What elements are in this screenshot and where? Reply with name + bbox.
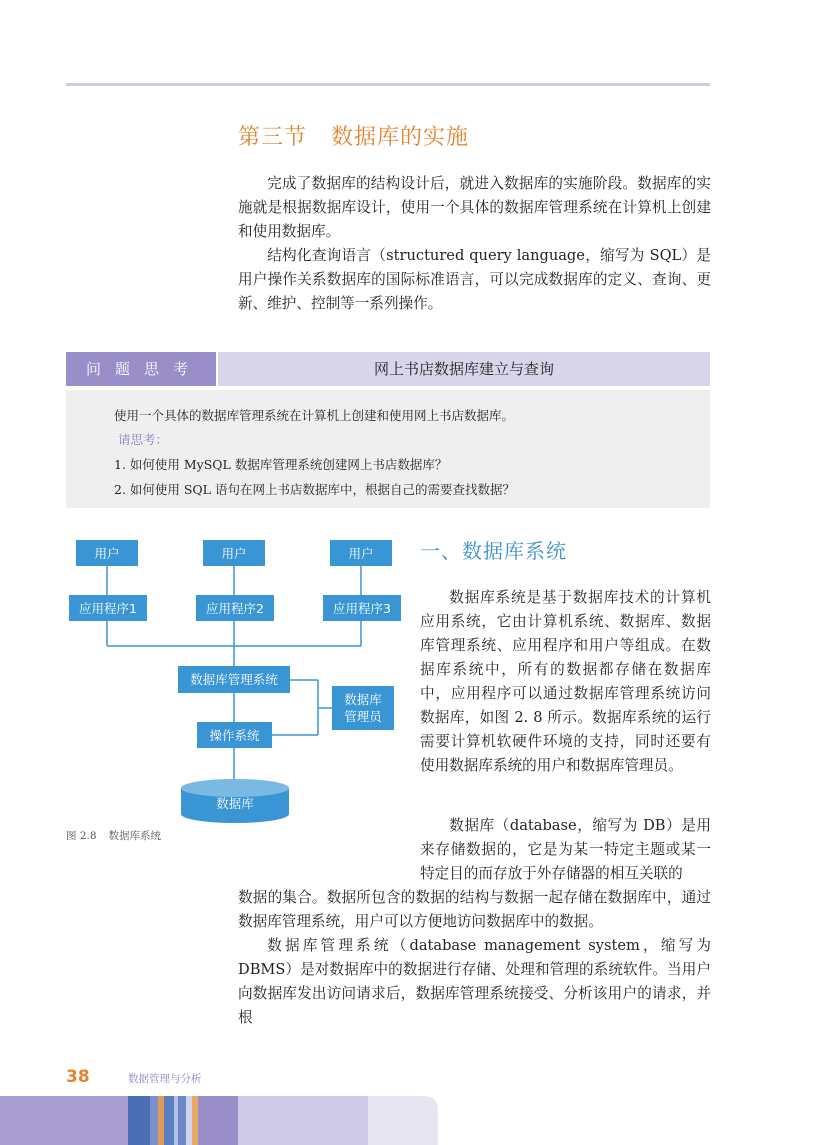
user-box: 用户: [203, 540, 265, 566]
body-paragraph: 数据库管理系统（database management system，缩写为 DBMS）是对数据库中的数据进行存储、处理和管理的系统软件。当用户向数据库发出访问请求后，数据库管理系统接受、分析该用户的请求，并根: [238, 937, 711, 1026]
os-box: 操作系统: [197, 722, 272, 748]
question-item: 2. 如何使用 SQL 语句在网上书店数据库中，根据自己的需要查找数据？: [114, 482, 515, 497]
page-number: 38: [66, 1067, 90, 1087]
figure-text: 数据库系统: [108, 830, 162, 842]
section-number: 第三节: [238, 125, 308, 150]
user-box: 用户: [76, 540, 138, 566]
question-box-header: [66, 352, 710, 386]
footer-decoration: [0, 1096, 438, 1145]
top-rule: [66, 83, 710, 86]
question-box-title: 网上书店数据库建立与查询: [218, 352, 710, 386]
question-item: 1. 如何使用 MySQL 数据库管理系统创建网上书店数据库？: [114, 457, 448, 472]
question-box-body: [66, 390, 710, 508]
database-system-diagram: [66, 530, 406, 830]
figure-number: 图 2.8: [66, 830, 97, 842]
figure-caption: [66, 828, 161, 843]
app-box: 应用程序2: [196, 595, 274, 621]
user-box: 用户: [330, 540, 392, 566]
app-box: 应用程序1: [69, 595, 147, 621]
book-title: 数据管理与分析: [128, 1073, 202, 1085]
dba-box: 数据库管理员: [332, 686, 394, 730]
subsection-heading: 一、数据库系统: [420, 539, 567, 563]
question-prompt: 请思考：: [118, 432, 169, 447]
question-list: [114, 452, 515, 502]
question-box-label: 问题思考: [66, 352, 216, 386]
section-title: [238, 120, 469, 151]
side-paragraph: 数据库（database，缩写为 DB）是用来存储数据的，它是为某一特定主题或某一特定目的而存放于外存储器的相互关联的: [420, 817, 711, 882]
question-intro: 使用一个具体的数据库管理系统在计算机上创建和使用网上书店数据库。: [114, 408, 515, 423]
database-label: 数据库: [216, 796, 254, 811]
section-name: 数据库的实施: [331, 125, 470, 150]
intro-paragraph: 完成了数据库的结构设计后，就进入数据库的实施阶段。数据库的实施就是根据数据库设计，使用一个具体的数据库管理系统在计算机上创建和使用数据库。: [238, 175, 711, 240]
dbms-box: 数据库管理系统: [178, 666, 290, 693]
intro-paragraph: 结构化查询语言（structured query language，缩写为 SQL）是用户操作关系数据库的国际标准语言，可以完成数据库的定义、查询、更新、维护、控制等一系列操作。: [238, 247, 711, 312]
body-paragraph: 数据的集合。数据所包含的数据的结构与数据一起存储在数据库中，通过数据库管理系统，用户可以方便地访问数据库中的数据。: [238, 889, 711, 930]
side-paragraph: 数据库系统是基于数据库技术的计算机应用系统，它由计算机系统、数据库、数据库管理系统、应用程序和用户等组成。在数据库系统中，所有的数据都存储在数据库中，应用程序可以通过数据库管理系统访问数据库，如图 2. 8 所示。数据库系统的运行需要计算机软硬件环境的支持，同时还要有使用数据库系统的用户和数据库管理员。: [420, 589, 711, 774]
app-box: 应用程序3: [323, 595, 401, 621]
